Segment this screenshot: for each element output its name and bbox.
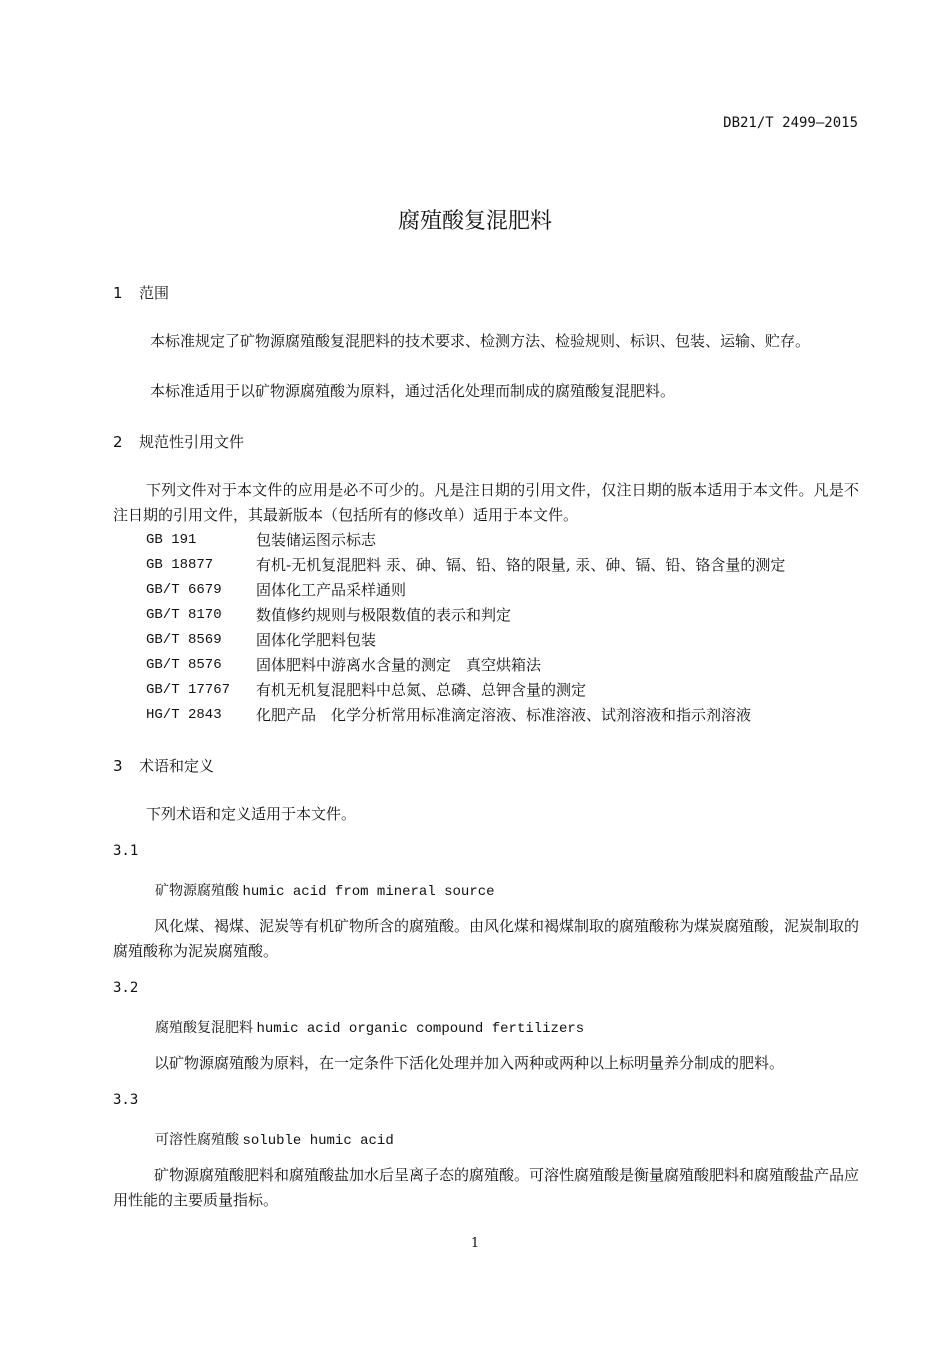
terms-intro-paragraph: 下列术语和定义适用于本文件。	[146, 805, 357, 823]
section-1-heading	[113, 282, 169, 303]
reference-title: 数值修约规则与极限数值的表示和判定	[256, 606, 512, 624]
section-3-heading	[113, 755, 214, 776]
section-title: 规范性引用文件	[139, 433, 245, 451]
reference-title: 固体化工产品采样通则	[256, 581, 407, 599]
scope-paragraph-2: 本标准适用于以矿物源腐殖酸为原料，通过活化处理而制成的腐殖酸复混肥料。	[150, 382, 676, 400]
reference-code: HG/T 2843	[146, 707, 222, 723]
reference-code: GB 18877	[146, 557, 214, 573]
term-entry	[155, 880, 495, 900]
references-intro-paragraph: 下列文件对于本文件的应用是必不可少的。凡是注日期的引用文件，仅注日期的版本适用于本文件。凡是不注日期的引用文件，其最新版本（包括所有的修改单）适用于本文件。	[113, 481, 859, 524]
reference-code: GB/T 8170	[146, 607, 222, 623]
reference-code: GB/T 8576	[146, 657, 222, 673]
term-entry	[155, 1129, 394, 1149]
reference-title: 有机-无机复混肥料 汞、砷、镉、铅、铬的限量, 汞、砷、镉、铅、铬含量的测定	[256, 556, 786, 574]
term-chinese: 矿物源腐殖酸	[155, 883, 239, 899]
term-english: soluble humic acid	[242, 1133, 394, 1149]
clause-number: 3.1	[113, 843, 139, 859]
section-title: 范围	[139, 284, 170, 302]
term-entry	[155, 1017, 584, 1037]
reference-title: 有机无机复混肥料中总氮、总磷、总钾含量的测定	[256, 681, 587, 699]
document-number: DB21/T 2499—2015	[723, 115, 858, 131]
scope-paragraph-1: 本标准规定了矿物源腐殖酸复混肥料的技术要求、检测方法、检验规则、标识、包装、运输、贮存。	[150, 332, 811, 350]
term-english: humic acid organic compound fertilizers	[256, 1021, 585, 1037]
term-english: humic acid from mineral source	[242, 884, 495, 900]
term-definition: 矿物源腐殖酸肥料和腐殖酸盐加水后呈离子态的腐殖酸。可溶性腐殖酸是衡量腐殖酸肥料和腐殖酸盐产品应用性能的主要质量指标。	[113, 1166, 860, 1209]
reference-code: GB/T 6679	[146, 582, 222, 598]
term-definition: 风化煤、褐煤、泥炭等有机矿物所含的腐殖酸。由风化煤和褐煤制取的腐殖酸称为煤炭腐殖酸，泥炭制取的腐殖酸称为泥炭腐殖酸。	[113, 917, 860, 960]
section-number: 3	[113, 757, 123, 775]
section-number: 1	[113, 284, 123, 302]
reference-code: GB 191	[146, 532, 197, 548]
reference-title: 固体化学肥料包装	[256, 631, 377, 649]
page-number: 1	[470, 1236, 480, 1251]
term-chinese: 可溶性腐殖酸	[155, 1132, 239, 1148]
reference-title: 包装储运图示标志	[256, 531, 377, 549]
reference-code: GB/T 17767	[146, 682, 231, 698]
clause-number: 3.3	[113, 1092, 139, 1108]
term-chinese: 腐殖酸复混肥料	[155, 1020, 253, 1036]
section-2-heading	[113, 431, 244, 452]
reference-title: 化肥产品 化学分析常用标准滴定溶液、标准溶液、试剂溶液和指示剂溶液	[256, 706, 752, 724]
clause-number: 3.2	[113, 980, 139, 996]
section-title: 术语和定义	[139, 757, 215, 775]
reference-title: 固体肥料中游离水含量的测定 真空烘箱法	[256, 656, 542, 674]
document-title: 腐殖酸复混肥料	[397, 209, 552, 234]
reference-code: GB/T 8569	[146, 632, 222, 648]
section-number: 2	[113, 433, 123, 451]
term-definition: 以矿物源腐殖酸为原料，在一定条件下活化处理并加入两种或两种以上标明量养分制成的肥料。	[154, 1054, 785, 1072]
